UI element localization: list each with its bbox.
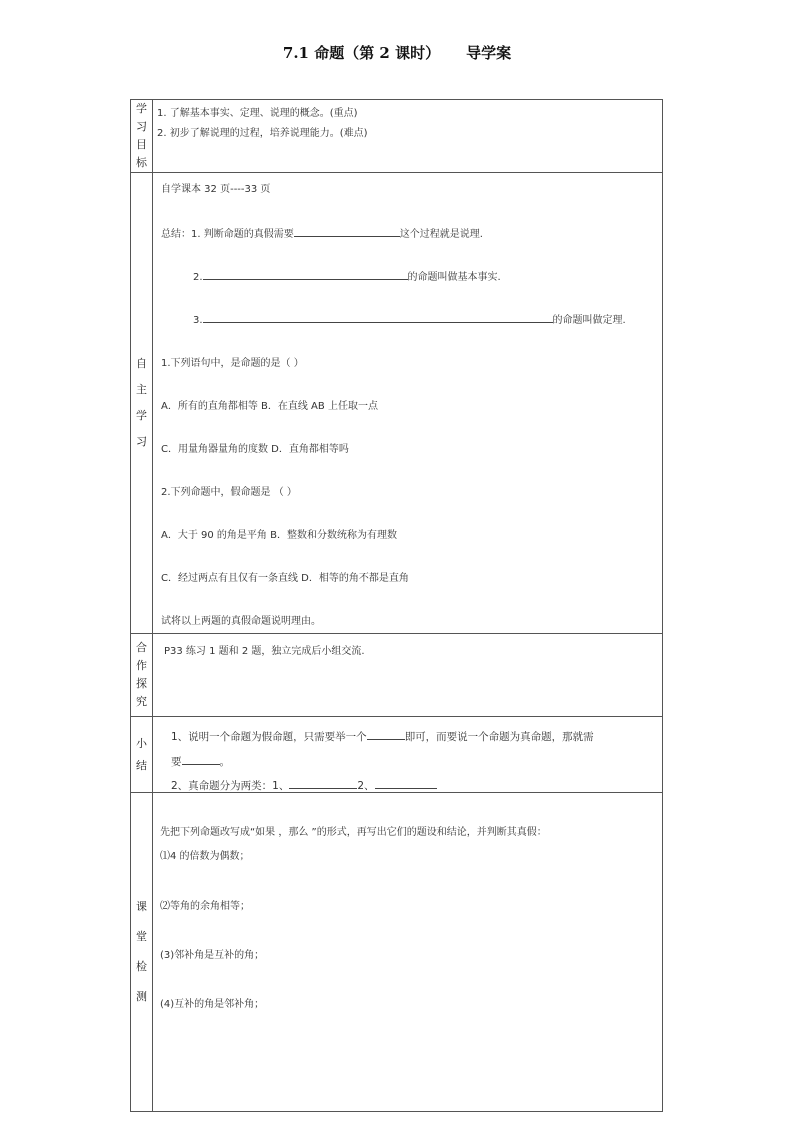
question-2-options-cd: C．经过两点有且仅有一条直线 D．相等的角不都是直角 (161, 573, 409, 584)
check-content (153, 793, 663, 1112)
cooperate-content (153, 634, 663, 717)
blank-3[interactable] (203, 312, 553, 323)
summary-3: 3. 的命题叫做定理. (193, 311, 626, 326)
check-item-1: ⑴4 的倍数为偶数； (160, 851, 250, 862)
goal-2: 2. 初步了解说理的过程，培养说理能力。(难点) (157, 128, 368, 139)
title-main: 7.1 命题（第 2 课时） (282, 44, 441, 62)
goals-row (131, 100, 663, 173)
page-title (0, 42, 794, 63)
question-2: 2.下列命题中，假命题是 （ ） (161, 487, 297, 498)
summary-row (131, 717, 663, 793)
title-sub: 导学案 (466, 44, 512, 62)
summary-1: 总结：1. 判断命题的真假需要 这个过程就是说理. (161, 225, 483, 240)
guide-table (130, 99, 663, 1112)
blank-1[interactable] (294, 226, 400, 237)
check-row (131, 793, 663, 1112)
summary-line-1: 1、说明一个命题为假命题，只需要举一个 即可，而要说一个命题为真命题，那就需 (171, 731, 594, 743)
summary-2: 2. 的命题叫做基本事实. (193, 268, 501, 283)
summary-content (153, 717, 663, 793)
question-1-options-ab: A．所有的直角都相等 B．在直线 AB 上任取一点 (161, 401, 378, 412)
summary-line-2: 要 。 (171, 756, 230, 768)
goals-label: 学 习 目 标 (131, 100, 153, 173)
check-item-2: ⑵等角的余角相等； (160, 901, 250, 912)
self-study-content (153, 173, 663, 634)
summary-line-3: 2、真命题分为两类：1、 2、 (171, 778, 437, 793)
check-item-4: (4)互补的角是邻补角； (160, 999, 265, 1010)
blank-4[interactable] (367, 729, 405, 740)
blank-6[interactable] (289, 778, 357, 789)
self-study-intro: 自学课本 32 页----33 页 (161, 184, 271, 195)
cooperate-row (131, 634, 663, 717)
blank-5[interactable] (182, 754, 220, 765)
goals-content (153, 100, 663, 173)
self-study-row (131, 173, 663, 634)
check-item-3: (3)邻补角是互补的角； (160, 950, 265, 961)
blank-7[interactable] (375, 778, 437, 789)
question-1-options-cd: C．用量角器量角的度数 D．直角都相等吗 (161, 444, 349, 455)
summary-label: 小 结 (131, 717, 153, 793)
check-label: 课 堂 检 测 (131, 793, 153, 1112)
question-1: 1.下列语句中，是命题的是（ ） (161, 358, 304, 369)
blank-2[interactable] (203, 269, 408, 280)
question-2-options-ab: A．大于 90 的角是平角 B．整数和分数统称为有理数 (161, 530, 397, 541)
goal-1: 1. 了解基本事实、定理、说理的概念。(重点) (157, 108, 358, 119)
self-study-label: 自 主 学 习 (131, 173, 153, 634)
explain-instruction: 试将以上两题的真假命题说明理由。 (161, 616, 321, 627)
check-intro: 先把下列命题改写成“如果 ，那么 ”的形式，再写出它们的题设和结论，并判断其真假： (160, 827, 547, 838)
cooperate-label: 合 作 探 究 (131, 634, 153, 717)
cooperate-text: P33 练习 1 题和 2 题，独立完成后小组交流. (164, 646, 365, 657)
